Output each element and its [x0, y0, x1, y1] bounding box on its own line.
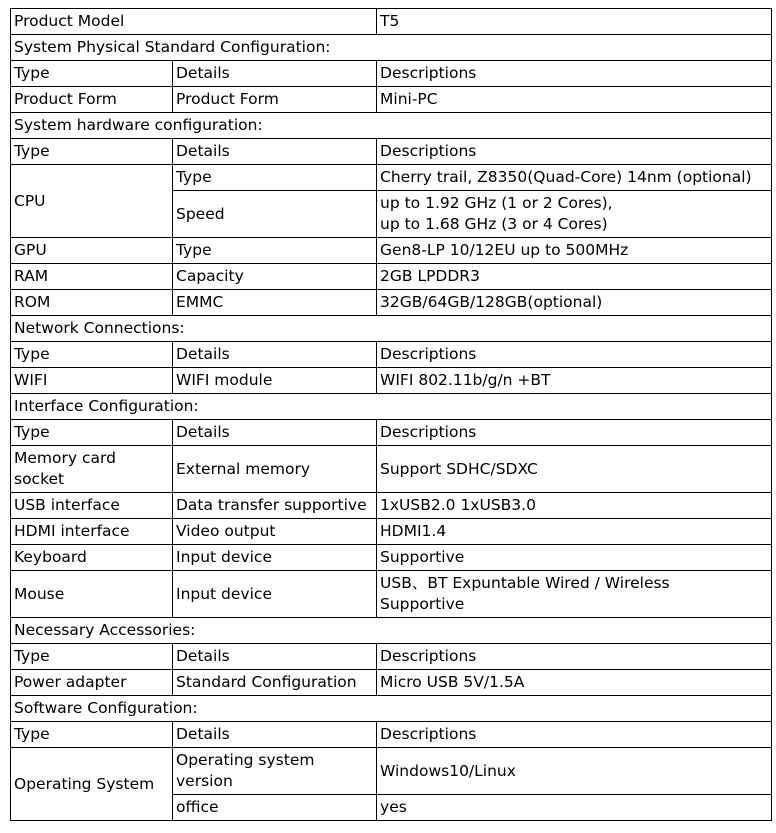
type-cell: GPU	[11, 238, 173, 264]
type-line: socket	[14, 470, 65, 488]
table-row	[11, 545, 772, 571]
detail-cell: office	[173, 795, 377, 821]
desc-cell: WIFI 802.11b/g/n +BT	[377, 368, 772, 394]
header-cell: Details	[173, 139, 377, 165]
table-row	[11, 519, 772, 545]
desc-cell: 32GB/64GB/128GB(optional)	[377, 290, 772, 316]
header-cell: Descriptions	[377, 342, 772, 368]
desc-cell: Windows10/Linux	[377, 748, 772, 795]
type-cell: Keyboard	[11, 545, 173, 571]
desc-cell: Cherry trail, Z8350(Quad-Core) 14nm (optional)	[377, 165, 772, 191]
table-row	[11, 264, 772, 290]
section-title: Necessary Accessories:	[11, 618, 772, 644]
detail-cell: Product Form	[173, 87, 377, 113]
table-row	[11, 290, 772, 316]
header-cell: Descriptions	[377, 644, 772, 670]
table-row	[11, 165, 772, 191]
header-cell: Type	[11, 420, 173, 446]
header-cell: Type	[11, 139, 173, 165]
section-title: System Physical Standard Configuration:	[11, 35, 772, 61]
table-row	[11, 446, 772, 493]
desc-line: Supportive	[380, 595, 465, 613]
header-cell: Descriptions	[377, 61, 772, 87]
section-title-row	[11, 35, 772, 61]
desc-cell: 1xUSB2.0 1xUSB3.0	[377, 493, 772, 519]
desc-cell: yes	[377, 795, 772, 821]
desc-line: up to 1.92 GHz (1 or 2 Cores),	[380, 194, 613, 212]
detail-cell: WIFI module	[173, 368, 377, 394]
detail-cell: Input device	[173, 545, 377, 571]
desc-line: USB、BT Expuntable Wired / Wireless	[380, 574, 670, 592]
desc-cell: Support SDHC/SDXC	[377, 446, 772, 493]
section-title: Network Connections:	[11, 316, 772, 342]
type-cell: ROM	[11, 290, 173, 316]
product-model-label: Product Model	[11, 9, 377, 35]
detail-cell: Standard Configuration	[173, 670, 377, 696]
header-cell: Descriptions	[377, 420, 772, 446]
detail-cell: Capacity	[173, 264, 377, 290]
table-row	[11, 670, 772, 696]
header-cell: Type	[11, 342, 173, 368]
header-cell: Details	[173, 61, 377, 87]
detail-cell: Data transfer supportive	[173, 493, 377, 519]
header-cell: Details	[173, 420, 377, 446]
type-cell: Power adapter	[11, 670, 173, 696]
table-row	[11, 571, 772, 618]
desc-cell: Supportive	[377, 545, 772, 571]
detail-cell: Input device	[173, 571, 377, 618]
header-cell: Descriptions	[377, 139, 772, 165]
header-cell: Details	[173, 722, 377, 748]
section-title-row	[11, 696, 772, 722]
header-cell: Descriptions	[377, 722, 772, 748]
type-cell: Mouse	[11, 571, 173, 618]
type-cell: Operating System	[11, 748, 173, 821]
detail-cell: EMMC	[173, 290, 377, 316]
section-title-row	[11, 113, 772, 139]
header-row	[11, 61, 772, 87]
detail-cell: Video output	[173, 519, 377, 545]
detail-cell	[173, 748, 377, 795]
section-title-row	[11, 316, 772, 342]
section-title: Interface Configuration:	[11, 394, 772, 420]
desc-cell: Gen8-LP 10/12EU up to 500MHz	[377, 238, 772, 264]
desc-cell	[377, 191, 772, 238]
table-row	[11, 238, 772, 264]
header-row	[11, 139, 772, 165]
section-title-row	[11, 394, 772, 420]
type-cell: RAM	[11, 264, 173, 290]
type-cell: Product Form	[11, 87, 173, 113]
spec-table	[10, 8, 772, 821]
type-cell: HDMI interface	[11, 519, 173, 545]
header-row	[11, 342, 772, 368]
section-title: Software Configuration:	[11, 696, 772, 722]
header-row	[11, 420, 772, 446]
desc-cell: Mini-PC	[377, 87, 772, 113]
detail-line: Operating system	[176, 751, 315, 769]
detail-cell: Type	[173, 238, 377, 264]
detail-cell: Type	[173, 165, 377, 191]
type-cell: CPU	[11, 165, 173, 238]
detail-cell: Speed	[173, 191, 377, 238]
desc-cell: Micro USB 5V/1.5A	[377, 670, 772, 696]
type-cell	[11, 446, 173, 493]
header-cell: Details	[173, 342, 377, 368]
section-title: System hardware configuration:	[11, 113, 772, 139]
desc-cell	[377, 571, 772, 618]
detail-cell: External memory	[173, 446, 377, 493]
table-row	[11, 9, 772, 35]
table-row	[11, 87, 772, 113]
header-row	[11, 722, 772, 748]
type-cell: USB interface	[11, 493, 173, 519]
header-cell: Type	[11, 644, 173, 670]
table-row	[11, 368, 772, 394]
section-title-row	[11, 618, 772, 644]
type-cell: WIFI	[11, 368, 173, 394]
desc-line: up to 1.68 GHz (3 or 4 Cores)	[380, 215, 608, 233]
header-cell: Details	[173, 644, 377, 670]
table-row	[11, 748, 772, 795]
desc-cell: HDMI1.4	[377, 519, 772, 545]
header-cell: Type	[11, 61, 173, 87]
header-cell: Type	[11, 722, 173, 748]
table-row	[11, 493, 772, 519]
header-row	[11, 644, 772, 670]
type-line: Memory card	[14, 449, 116, 467]
product-model-value: T5	[377, 9, 772, 35]
detail-line: version	[176, 772, 233, 790]
desc-cell: 2GB LPDDR3	[377, 264, 772, 290]
